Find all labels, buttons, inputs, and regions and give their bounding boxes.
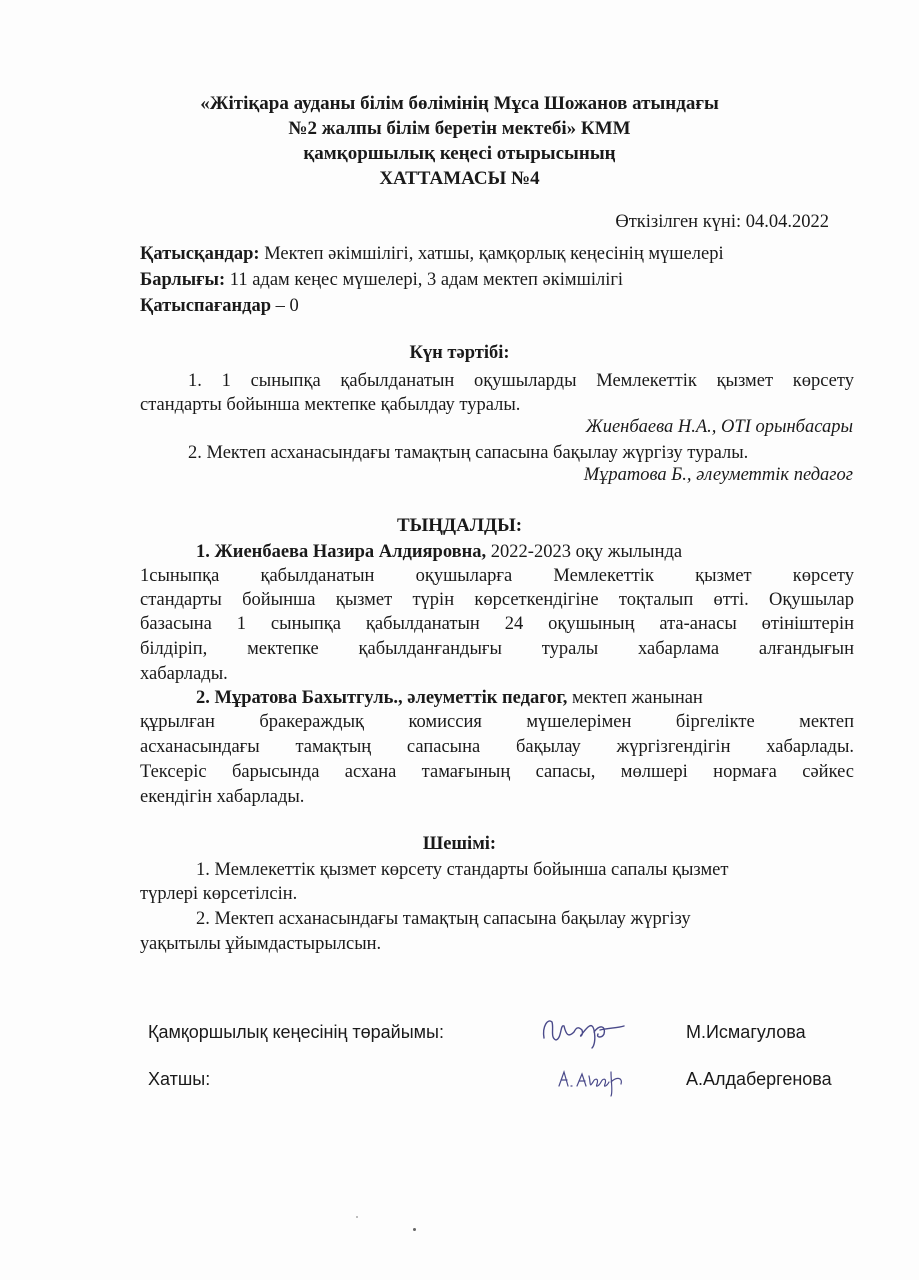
absent-value: – 0 [271,296,299,316]
agenda-item-2-line-1: 2. Мектеп асханасындағы тамақтың сапасына бақылау жүргізу туралы. [188,443,749,463]
agenda-item-1-line-2: стандарты бойынша мектепке қабылдау туралы. [140,395,521,415]
meeting-date: Өткізілген күні: 04.04.2022 [615,212,829,232]
secretary-name: А.Алдабергенова [686,1069,832,1089]
agenda-item-1-speaker: Жиенбаева Н.А., ОТІ орынбасары [585,417,853,437]
participants-label: Қатысқандар: [140,244,260,264]
listened-item-2-line-3: асханасындағы тамақтың сапасына бақылау жүргізгендігін хабарлады. [140,737,854,757]
absent-line [140,294,299,318]
listened-item-1-first-line [196,540,682,564]
listened-item-1-line-4: базасына 1 сыныпқа қабылданатын 24 оқушының ата-анасы өтініштерін [140,614,854,634]
total-value: 11 адам кеңес мүшелері, 3 адам мектеп әкімшілігі [225,270,624,290]
listened-item-2-intro: мектеп жанынан [567,688,703,708]
document-title-line-3: қамқоршылық кеңесі отырысының [303,143,616,164]
secretary-signature [555,1062,627,1098]
chair-signature [538,1008,628,1050]
participants-value: Мектеп әкімшілігі, хатшы, қамқорлық кеңесінің мүшелері [259,244,724,264]
total-label: Барлығы: [140,270,226,290]
agenda-item-1-line-1: 1. 1 сыныпқа қабылданатын оқушыларды Мемлекеттік қызмет көрсету [188,371,854,391]
listened-item-2-first-line [196,686,703,710]
listened-item-1-intro: 2022-2023 оқу жылында [486,542,683,562]
listened-item-2-line-2: құрылған бракераждық комиссия мүшелерімен біргелікте мектеп [140,712,854,732]
scan-speck [413,1228,416,1231]
document-title-number: ХАТТАМАСЫ №4 [379,168,540,189]
listened-item-2-line-4: Тексеріс барысында асхана тамағының сапасы, мөлшері нормаға сәйкес [140,762,854,782]
listened-item-1-line-6: хабарлады. [140,664,228,684]
decision-item-2-line-2: уақытылы ұйымдастырылсын. [140,934,382,954]
document-title-line-2: №2 жалпы білім беретін мектебі» КММ [288,118,631,139]
chair-name: М.Исмагулова [686,1022,806,1042]
agenda-heading: Күн тәртібі: [409,343,510,363]
decision-item-2-line-1: 2. Мектеп асханасындағы тамақтың сапасына бақылау жүргізу [196,909,691,929]
absent-label: Қатыспағандар [140,296,272,316]
decision-item-1-line-1: 1. Мемлекеттік қызмет көрсету стандарты бойынша сапалы қызмет [196,860,729,880]
decision-heading: Шешімі: [422,834,497,854]
listened-item-1-line-3: стандарты бойынша қызмет түрін көрсеткендігіне тоқталып өтті. Оқушылар [140,590,854,610]
listened-item-2-speaker-name: 2. Мұратова Бахытгуль., әлеуметтік педагог, [196,688,568,708]
secretary-label: Хатшы: [148,1069,211,1089]
scan-speck [356,1216,358,1218]
listened-item-1-line-2: 1сыныпқа қабылданатын оқушыларға Мемлекеттік қызмет көрсету [140,566,854,586]
listened-item-2-line-5: екендігін хабарлады. [140,787,305,807]
listened-item-1-speaker-name: 1. Жиенбаева Назира Алдияровна, [196,542,487,562]
chair-label: Қамқоршылық кеңесінің төрайымы: [148,1022,444,1042]
agenda-item-2-speaker: Мұратова Б., әлеуметтік педагог [583,465,853,485]
decision-item-1-line-2: түрлері көрсетілсін. [140,884,298,904]
listened-heading: ТЫҢДАЛДЫ: [396,515,523,536]
document-title-line-1: «Жітіқара ауданы білім бөлімінің Мұса Шожанов атындағы [200,93,719,114]
participants-line [140,242,724,266]
total-line [140,268,623,292]
listened-item-1-line-5: білдіріп, мектепке қабылданғандығы туралы хабарлама алғандығын [140,639,854,659]
